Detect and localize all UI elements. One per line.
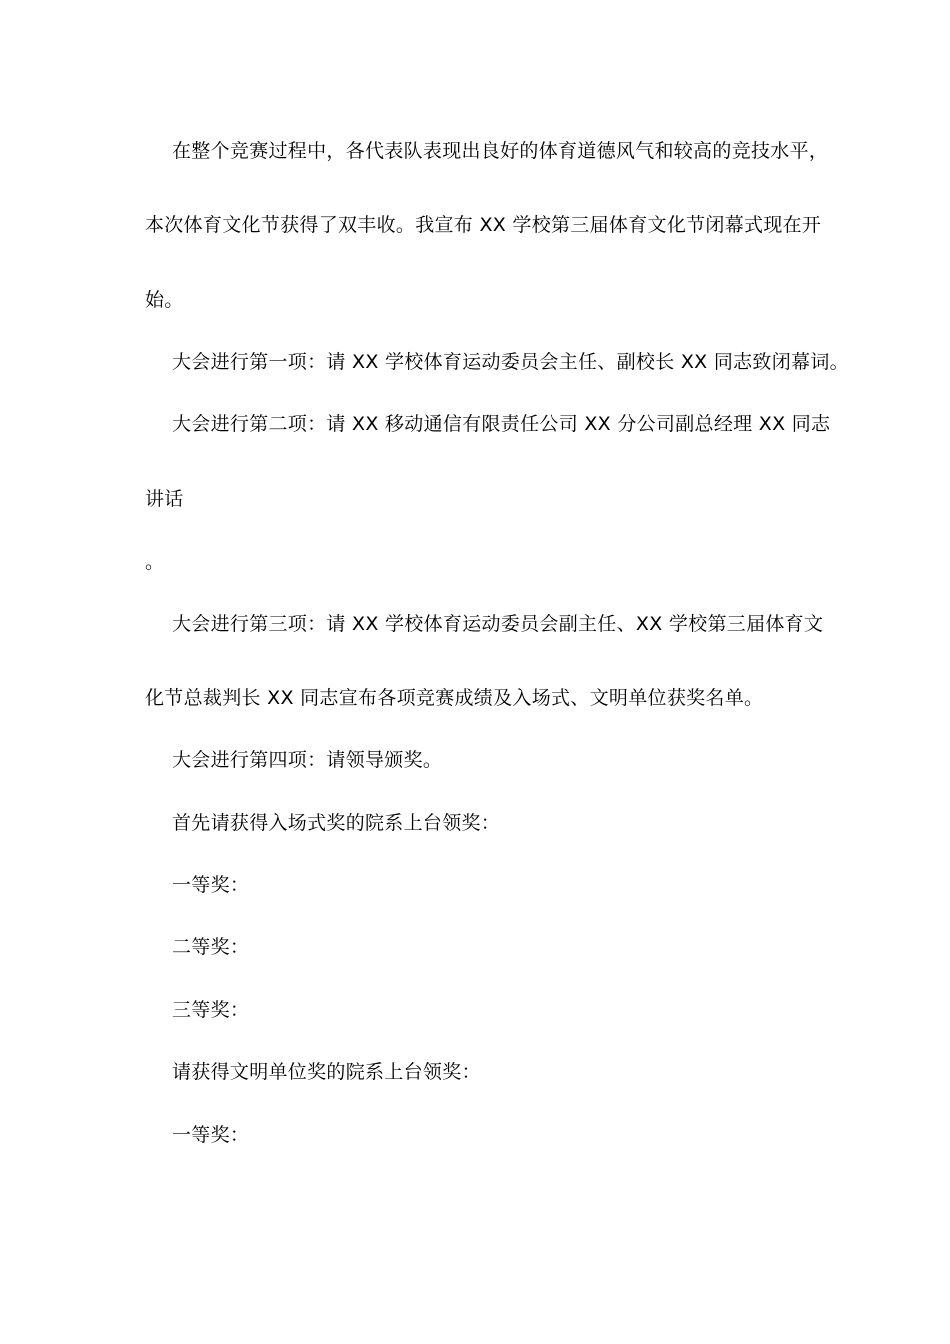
paragraph-line-2: 本次体育文化节获得了双丰收。我宣布 XX 学校第三届体育文化节闭幕式现在开 — [145, 214, 822, 236]
agenda-item-2-continuation: 讲话 — [145, 488, 184, 510]
agenda-item-1: 大会进行第一项：请 XX 学校体育运动委员会主任、副校长 XX 同志致闭幕词。 — [172, 351, 849, 373]
agenda-item-3-continuation: 化节总裁判长 XX 同志宣布各项竞赛成绩及入场式、文明单位获奖名单。 — [145, 687, 764, 709]
award-third-prize: 三等奖： — [172, 999, 250, 1021]
award-second-prize: 二等奖： — [172, 936, 250, 958]
award-first-prize-civilized: 一等奖： — [172, 1124, 250, 1146]
award-intro-entrance: 首先请获得入场式奖的院系上台领奖： — [172, 812, 501, 834]
agenda-item-4: 大会进行第四项：请领导颁奖。 — [172, 749, 443, 771]
paragraph-line-1: 在整个竞赛过程中，各代表队表现出良好的体育道德风气和较高的竞技水平， — [172, 140, 829, 162]
agenda-item-2-period: 。 — [145, 551, 165, 573]
award-first-prize: 一等奖： — [172, 874, 250, 896]
agenda-item-3: 大会进行第三项：请 XX 学校体育运动委员会副主任、XX 学校第三届体育文 — [172, 613, 824, 635]
agenda-item-2: 大会进行第二项：请 XX 移动通信有限责任公司 XX 分公司副总经理 XX 同志 — [172, 413, 831, 435]
paragraph-line-3: 始。 — [145, 289, 184, 311]
award-intro-civilized: 请获得文明单位奖的院系上台领奖： — [172, 1061, 481, 1083]
